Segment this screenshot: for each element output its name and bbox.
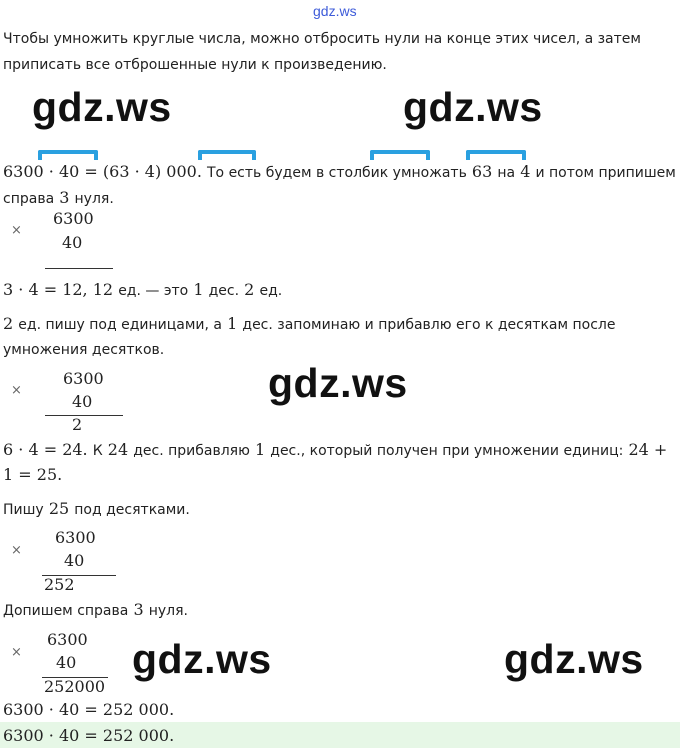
column-result: 252000 <box>44 677 106 696</box>
bracket-decoration <box>466 150 526 160</box>
rule-text-line1: Чтобы умножить круглые числа, можно отбросить нули на конце этих чисел, а затем <box>3 31 641 47</box>
example-text: То есть будем в столбик умножать <box>207 165 467 181</box>
step2-text: ед. пишу под единицами, а <box>18 317 223 333</box>
bracket-decoration <box>370 150 430 160</box>
column-bottom-number: 40 <box>64 551 85 570</box>
step3-math: 24 + <box>628 440 668 459</box>
column-divider <box>45 268 113 269</box>
watermark-2: gdz.ws <box>403 84 543 130</box>
step4-number: 25 <box>48 499 70 518</box>
example-number: 3 <box>59 188 70 207</box>
column-result: 2 <box>72 415 83 434</box>
step2-number: 1 <box>227 314 238 333</box>
step1-line <box>3 280 282 299</box>
column-bottom-number: 40 <box>62 233 83 252</box>
column-top-number: 6300 <box>47 630 88 649</box>
answer-line: 6300 · 40 = 252 000. <box>3 700 175 719</box>
step3-line1 <box>3 440 667 459</box>
column-top-number: 6300 <box>53 209 94 228</box>
example-text: и потом припишем <box>535 165 676 181</box>
step2-line2: умножения десятков. <box>3 342 165 358</box>
column-top-number: 6300 <box>55 528 96 547</box>
step1-math: 3 · 4 = 12, 12 <box>3 280 114 299</box>
multiply-sign: × <box>11 645 22 660</box>
example-number: 4 <box>520 162 531 181</box>
column-bottom-number: 40 <box>72 392 93 411</box>
step4-line <box>3 499 190 518</box>
bracket-decoration <box>38 150 98 160</box>
example-text: справа <box>3 191 55 207</box>
step1-number: 1 <box>193 280 204 299</box>
step4-text: под десятками. <box>74 502 190 518</box>
example-line1 <box>3 162 676 181</box>
multiply-sign: × <box>11 223 22 238</box>
step1-text: дес. <box>208 283 240 299</box>
answer-highlighted: 6300 · 40 = 252 000. <box>3 726 175 745</box>
watermark-4: gdz.ws <box>132 636 272 682</box>
example-equation: 6300 · 40 = (63 · 4) 000. <box>3 162 202 181</box>
step5-line <box>3 600 188 619</box>
top-watermark: gdz.ws <box>313 3 357 19</box>
example-line2 <box>3 188 114 207</box>
multiply-sign: × <box>11 543 22 558</box>
watermark-5: gdz.ws <box>504 636 644 682</box>
step2-line1 <box>3 314 615 333</box>
step5-text: нуля. <box>148 603 188 619</box>
step1-text: ед. — это <box>118 283 189 299</box>
column-top-number: 6300 <box>63 369 104 388</box>
column-divider <box>45 415 123 416</box>
step3-math: 6 · 4 = 24. <box>3 440 88 459</box>
example-text: нуля. <box>74 191 114 207</box>
column-result: 252 <box>44 575 75 594</box>
step5-number: 3 <box>133 600 144 619</box>
step4-text: Пишу <box>3 502 44 518</box>
step2-number: 2 <box>3 314 14 333</box>
step3-text: К <box>92 443 103 459</box>
multiply-sign: × <box>11 383 22 398</box>
step1-text: ед. <box>259 283 283 299</box>
watermark-3: gdz.ws <box>268 360 408 406</box>
step3-number: 1 <box>254 440 266 459</box>
step3-line2: 1 = 25. <box>3 465 63 484</box>
bracket-decoration <box>198 150 256 160</box>
step5-text: Допишем справа <box>3 603 129 619</box>
column-bottom-number: 40 <box>56 653 77 672</box>
step3-number: 24 <box>107 440 129 459</box>
step2-text: дес. запоминаю и прибавлю его к десяткам после <box>242 317 616 333</box>
step3-text: дес., который получен при умножении единиц: <box>270 443 624 459</box>
step1-number: 2 <box>244 280 255 299</box>
example-number: 63 <box>471 162 493 181</box>
watermark-1: gdz.ws <box>32 84 172 130</box>
step3-text: дес. прибавляю <box>133 443 250 459</box>
rule-text-line2: приписать все отброшенные нули к произведению. <box>3 57 387 73</box>
example-text: на <box>497 165 516 181</box>
